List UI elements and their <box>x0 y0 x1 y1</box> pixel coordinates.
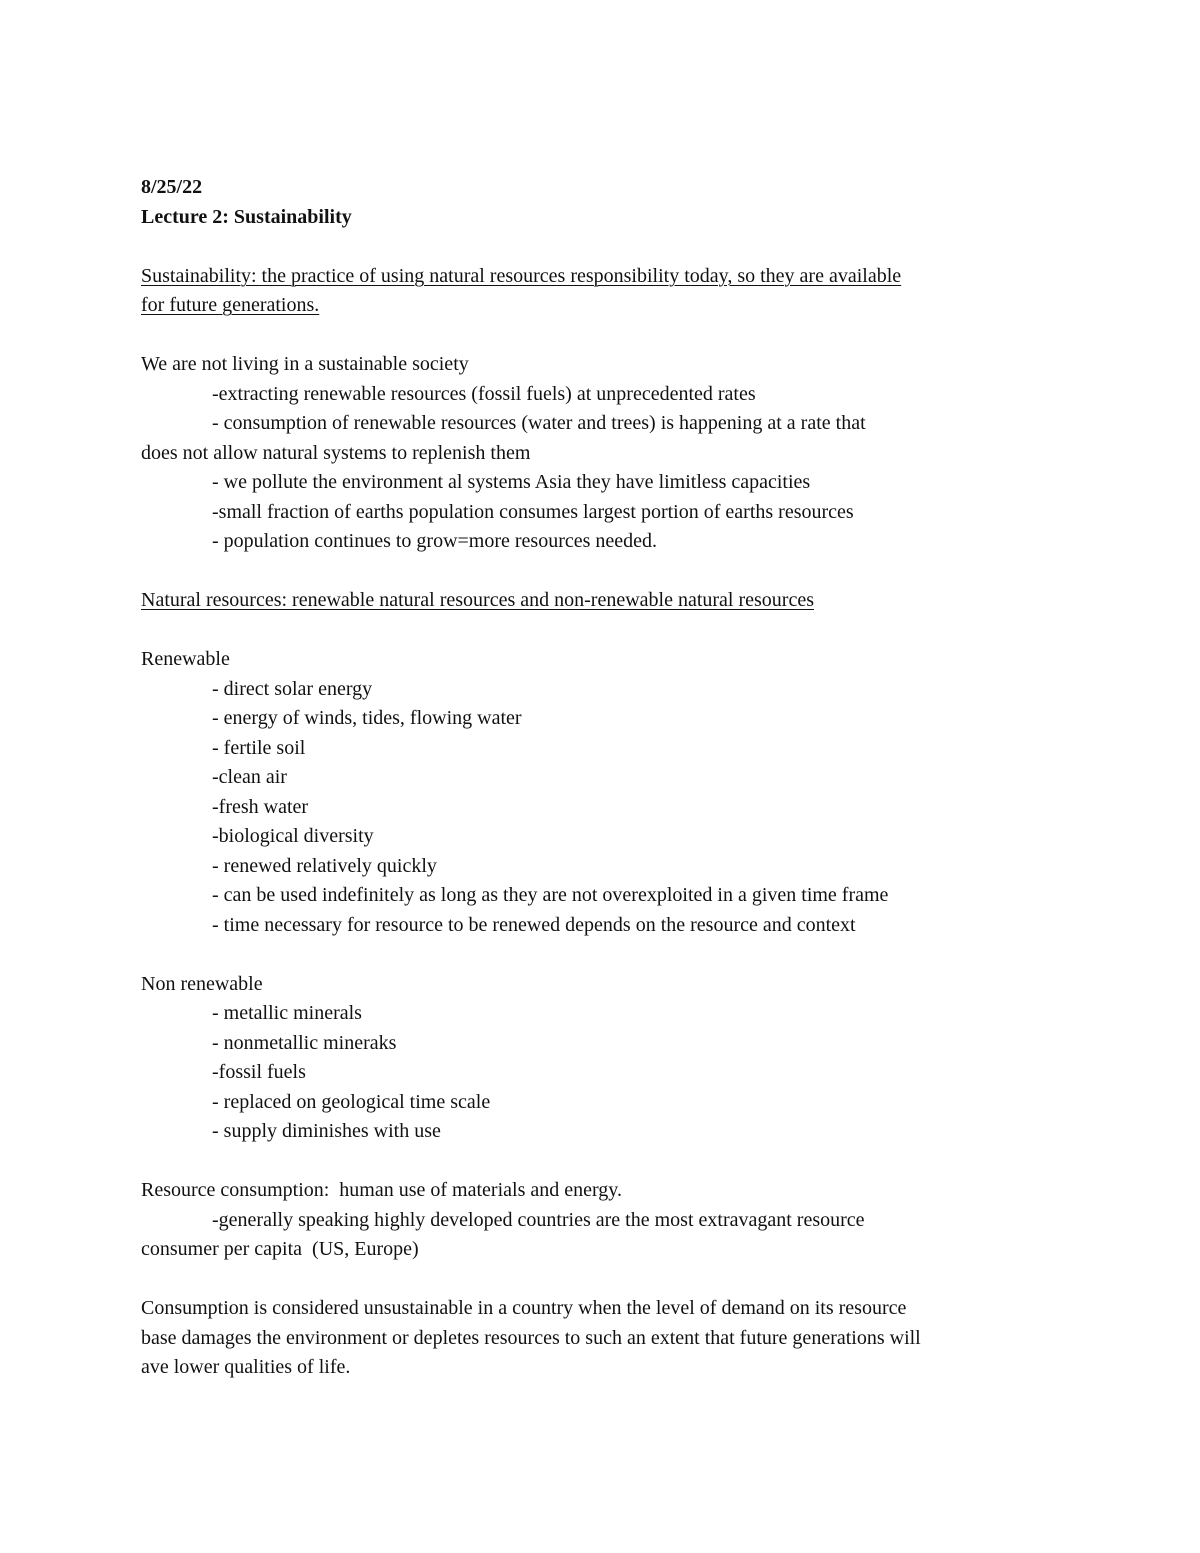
spacer <box>141 940 1081 970</box>
nonrenewable-item: - replaced on geological time scale <box>212 1090 491 1113</box>
nonrenewable-item: - nonmetallic mineraks <box>212 1031 397 1054</box>
renewable-item: -clean air <box>212 766 287 788</box>
spacer <box>141 616 1081 646</box>
renewable-item: - time necessary for resource to be renewed depends on the resource and context <box>212 913 856 936</box>
date-heading: 8/25/22 <box>141 176 203 198</box>
renewable-item: - can be used indefinitely as long as they are not overexploited in a given time frame <box>212 884 889 906</box>
society-item: - population continues to grow=more resources needed. <box>212 530 658 552</box>
renewable-item: - energy of winds, tides, flowing water <box>212 707 522 729</box>
renewable-heading: Renewable <box>141 648 230 670</box>
definition-line-1: Sustainability: the practice of using natural resources responsibility today, so they are available <box>141 264 902 287</box>
consumption-item-continuation: consumer per capita (US, Europe) <box>141 1238 419 1260</box>
natural-resources-heading: Natural resources: renewable natural resources and non-renewable natural resources <box>141 589 815 611</box>
spacer <box>141 1265 1081 1295</box>
society-item: -small fraction of earths population consumes largest portion of earths resources <box>212 500 854 523</box>
unsustainable-paragraph-line: Consumption is considered unsustainable in a country when the level of demand on its resource <box>141 1297 907 1319</box>
renewable-item: -fresh water <box>212 795 309 818</box>
consumption-item: -generally speaking highly developed countries are the most extravagant resource <box>212 1208 865 1231</box>
unsustainable-paragraph-line: ave lower qualities of life. <box>141 1356 351 1378</box>
document-body <box>141 173 1081 1383</box>
society-item: - consumption of renewable resources (water and trees) is happening at a rate that <box>212 412 866 434</box>
lecture-title: Lecture 2: Sustainability <box>141 205 352 228</box>
spacer <box>141 557 1081 587</box>
renewable-item: - fertile soil <box>212 736 306 759</box>
consumption-heading: Resource consumption: human use of materials and energy. <box>141 1179 622 1201</box>
nonrenewable-item: - metallic minerals <box>212 1002 362 1024</box>
society-item-continuation: does not allow natural systems to replenish them <box>141 441 531 464</box>
nonrenewable-item: - supply diminishes with use <box>212 1120 441 1142</box>
nonrenewable-heading: Non renewable <box>141 972 263 995</box>
society-item: -extracting renewable resources (fossil fuels) at unprecedented rates <box>212 382 756 405</box>
society-heading: We are not living in a sustainable society <box>141 353 469 375</box>
spacer <box>141 1147 1081 1177</box>
society-item: - we pollute the environment al systems Asia they have limitless capacities <box>212 471 811 493</box>
renewable-item: - direct solar energy <box>212 677 373 700</box>
spacer <box>141 232 1081 262</box>
renewable-item: - renewed relatively quickly <box>212 854 437 877</box>
unsustainable-paragraph-line: base damages the environment or depletes resources to such an extent that future generations will <box>141 1326 921 1349</box>
renewable-item: -biological diversity <box>212 825 374 847</box>
definition-line-2: for future generations. <box>141 294 320 316</box>
spacer <box>141 321 1081 351</box>
nonrenewable-item: -fossil fuels <box>212 1061 306 1083</box>
